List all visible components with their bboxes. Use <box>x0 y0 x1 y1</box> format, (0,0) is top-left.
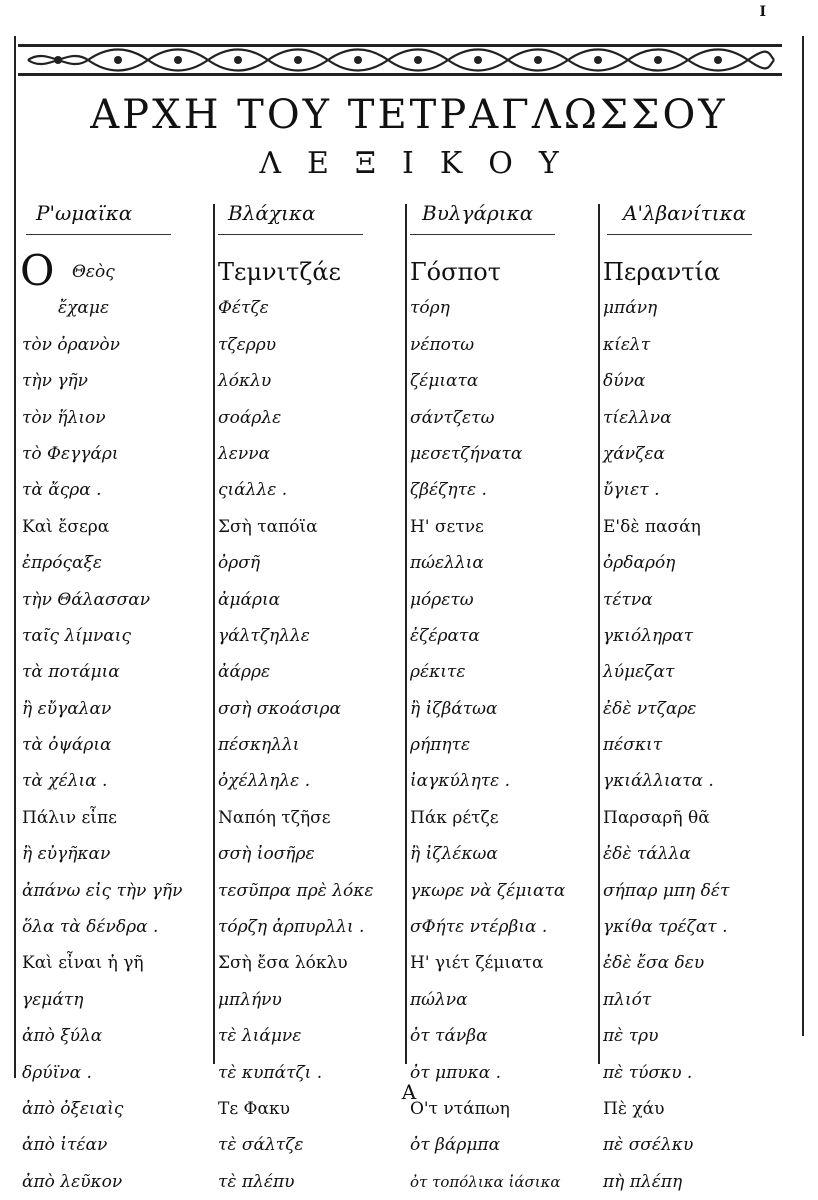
list-item: Φέτζε <box>218 298 269 319</box>
list-item: ἀπὸ λεῦκον <box>22 1171 123 1192</box>
list-item: τὸ Φεγγάρι <box>22 443 119 464</box>
list-item: μόρετω <box>410 589 474 610</box>
list-item: ἔχαμε <box>58 298 110 319</box>
list-item: τεσῦπρα πρὲ λόκε <box>218 880 374 901</box>
list-item: γκιόληρατ <box>603 625 694 646</box>
list-item: ρέκιτε <box>410 662 466 683</box>
list-item: ταῖς λίμναις <box>22 625 131 646</box>
list-item: τὴν γῆν <box>22 371 89 392</box>
list-item: ἐδὲ ντζαρε <box>603 698 697 719</box>
list-item: πέσκηλλι <box>218 735 300 756</box>
signature-mark: Α <box>401 1080 417 1104</box>
list-item: τὰ ἄςρα . <box>22 480 102 501</box>
column-divider <box>405 204 407 1064</box>
list-item: ἢ ἰζβάτωα <box>410 698 498 719</box>
list-item: ρήπητε <box>410 735 471 756</box>
list-item: Καὶ ἔσερα <box>22 516 110 537</box>
list-item: τόρζη ἀρπυρλλι . <box>218 917 365 938</box>
header-rule <box>607 234 752 235</box>
list-item: ἰαγκύλητε . <box>410 771 511 792</box>
list-item: ὀτ βάρμπα <box>410 1135 501 1156</box>
list-item: Πάλιν εἶπε <box>22 807 117 828</box>
list-item: Τε Φακυ <box>218 1098 290 1119</box>
list-item: ὀτ τοπόλικα ἰάσικα <box>410 1172 561 1191</box>
column-header: Α'λβανίτικα <box>623 201 747 225</box>
list-item: πώελλια <box>410 553 484 574</box>
list-item: ἀμάρια <box>218 589 281 610</box>
list-item: ἀπάνω εἰς τὴν γῆν <box>22 880 183 901</box>
list-item: ὀτ μπυκα . <box>410 1062 502 1083</box>
list-item: ἀάρρε <box>218 662 271 683</box>
list-item: σοάρλε <box>218 407 282 428</box>
list-item: ἢ εὐγῆκαν <box>22 844 111 865</box>
list-item: τζερρυ <box>218 334 277 355</box>
list-item: ἀπὸ ὀξειαὶς <box>22 1098 124 1119</box>
list-item: ὔγιετ . <box>603 480 660 501</box>
list-item: πὲ σσέλκυ <box>603 1135 694 1156</box>
list-item: τὰ ποτάμια <box>22 662 120 683</box>
list-item: Ναπόη τζῆσε <box>218 807 331 828</box>
list-item: ὀρδαρόη <box>603 553 676 574</box>
list-item: τὴν Θάλασσαν <box>22 589 151 610</box>
list-item: ζβέζητε . <box>410 480 487 501</box>
list-item: τὸν ἥλιον <box>22 407 106 428</box>
list-item: ἀπὸ ξύλα <box>22 1026 103 1047</box>
list-item: τὸν ὀρανὸν <box>22 334 120 355</box>
list-item: ἀπὸ ἰτέαν <box>22 1135 108 1156</box>
list-item: γκωρε νὰ ζέμιατα <box>410 880 566 901</box>
list-item: ἐπρόςαξε <box>22 553 103 574</box>
list-item: ζέμιατα <box>410 371 479 392</box>
list-item: μπλήνυ <box>218 989 282 1010</box>
list-item: τέτνα <box>603 589 653 610</box>
list-item: σήπαρ μπη δέτ <box>603 880 730 901</box>
column-divider <box>213 204 215 1064</box>
list-item: τὲ κυπάτζι . <box>218 1062 323 1083</box>
list-item: σΦήτε ντέρβια . <box>410 917 548 938</box>
list-item: ὅλα τὰ δένδρα . <box>22 917 159 938</box>
list-item: γκίθα τρέζατ . <box>603 917 728 938</box>
drop-capital: Ο <box>20 246 55 295</box>
list-item: τίελλνα <box>603 407 672 428</box>
list-item: λόκλυ <box>218 371 272 392</box>
list-item: λεννα <box>218 443 271 464</box>
list-item: χάνζεα <box>603 443 665 464</box>
list-item: νέποτω <box>410 334 475 355</box>
frame-right-rule <box>802 36 804 1036</box>
list-item: Η' σετνε <box>410 516 484 537</box>
column-vlachika <box>218 198 404 1192</box>
list-item: γκιάλλιατα . <box>603 771 714 792</box>
list-item: σσὴ σκοάσιρα <box>218 698 342 719</box>
header-rule <box>218 234 363 235</box>
list-item: Θεὸς <box>72 262 115 282</box>
list-item: ςιάλλε . <box>218 480 288 501</box>
list-item: ἐζέρατα <box>410 625 480 646</box>
list-item: τὰ ὀψάρια <box>22 735 112 756</box>
list-item: δρύϊνα . <box>22 1062 92 1083</box>
list-item: πώλνα <box>410 989 468 1010</box>
list-item: Πάκ ρέτζε <box>410 807 499 828</box>
list-item: Περαντία <box>603 258 721 286</box>
list-item: ἢ ἰζλέκωα <box>410 844 498 865</box>
list-item: κίελτ <box>603 334 651 355</box>
column-divider <box>598 204 600 1064</box>
column-header: Βυλγάρικα <box>422 201 534 225</box>
column-header: Βλάχικα <box>228 201 316 225</box>
list-item: τόρη <box>410 298 450 319</box>
list-item: Η' γιέτ ζέμιατα <box>410 953 544 974</box>
frame-left-rule <box>14 36 16 1078</box>
list-item: δύνα <box>603 371 646 392</box>
list-item: πὴ πλέπη <box>603 1171 683 1192</box>
list-item: Γόσποτ <box>410 258 501 286</box>
list-item: ἐδὲ τάλλα <box>603 844 691 865</box>
header-rule <box>410 234 555 235</box>
list-item: λύμεζατ <box>603 662 675 683</box>
column-vulgarika <box>410 198 598 1191</box>
list-item: ἢ εὔγαλαν <box>22 698 112 719</box>
list-item: Καὶ εἶναι ἡ γῆ <box>22 953 144 974</box>
list-item: τὲ πλέπυ <box>218 1171 295 1192</box>
list-item: τὲ σάλτζε <box>218 1135 304 1156</box>
list-item: πέσκιτ <box>603 735 663 756</box>
list-item: πὲ τρυ <box>603 1026 659 1047</box>
list-item: γάλτζηλλε <box>218 625 310 646</box>
list-item: σσὴ ἰοσῆρε <box>218 844 315 865</box>
column-romaika <box>20 198 208 1192</box>
list-item: πλιότ <box>603 989 652 1010</box>
list-item: μπάνη <box>603 298 658 319</box>
list-item: τὰ χέλια . <box>22 771 108 792</box>
list-item: Σσὴ ἔσα λόκλυ <box>218 953 348 974</box>
column-alvanitika <box>603 198 799 1192</box>
list-item: ἐδὲ ἔσα δευ <box>603 953 705 974</box>
list-item: Τεμνιτζάε <box>218 258 341 286</box>
list-item: Ε'δὲ πασάη <box>603 516 701 537</box>
ornamental-headpiece <box>18 44 782 76</box>
list-item: ὀρσῆ <box>218 553 261 574</box>
list-item: ὀχέλληλε . <box>218 771 311 792</box>
page-title: ΑΡΧΗ ΤΟΥ ΤΕΤΡΑΓΛΩΣΣΟΥ <box>90 92 728 138</box>
column-header: Ρ'ωμαϊκα <box>36 201 133 225</box>
list-item: ὀτ τάνβα <box>410 1026 488 1047</box>
list-item: Σσὴ ταπόϊα <box>218 516 318 537</box>
list-item: Ο'τ ντάπωη <box>410 1098 510 1119</box>
list-item: Παρσαρῆ θᾶ <box>603 807 710 828</box>
page-subtitle: ΛΕΞΙΚΟΥ <box>259 146 585 181</box>
list-item: τὲ λιάμνε <box>218 1026 302 1047</box>
header-rule <box>26 234 171 235</box>
list-item: σάντζετω <box>410 407 495 428</box>
list-item: μεσετζήνατα <box>410 443 523 464</box>
list-item: γεμάτη <box>22 989 84 1010</box>
list-item: πὲ τύσκυ . <box>603 1062 693 1083</box>
list-item: Πὲ χάυ <box>603 1098 665 1119</box>
page-number: I <box>759 4 766 20</box>
